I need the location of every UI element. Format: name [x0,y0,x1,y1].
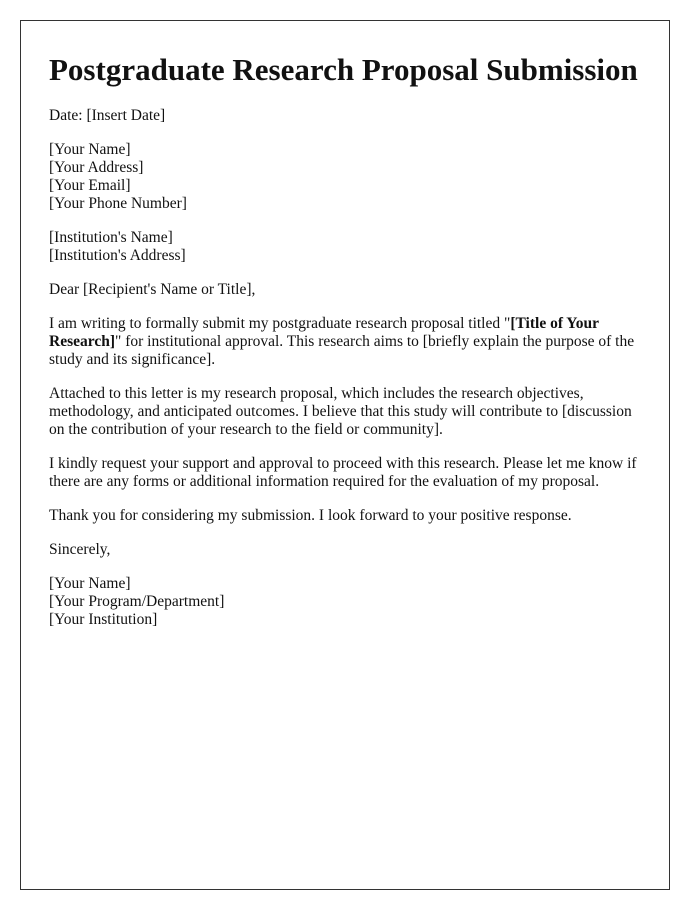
signature-name: [Your Name] [49,575,131,592]
research-title: [Title of Your Research] [49,315,599,350]
sender-email: [Your Email] [49,177,131,194]
paragraph-thanks: Thank you for considering my submission. I look forward to your positive response. [49,507,572,524]
paragraph-purpose-rest: " for institutional approval. This research aims to [briefly explain the purpose of the study and its significance]. [49,333,635,368]
paragraph-purpose-intro: I am writing to formally submit my postgraduate research proposal titled " [49,315,511,332]
signature-program: [Your Program/Department] [49,593,225,610]
signature-block [49,575,649,629]
document-title: Postgraduate Research Proposal Submission [49,52,638,87]
paragraph-purpose [49,315,649,369]
paragraph-attachment: Attached to this letter is my research proposal, which includes the research objectives, methodology, and anticipated outcomes. I believe that this study will contribute to [discussion on the contribution of your research to the field or community]. [49,385,632,438]
closing: Sincerely, [49,541,111,558]
sender-phone: [Your Phone Number] [49,195,187,212]
date-line: Date: [Insert Date] [49,107,166,124]
signature-institution: [Your Institution] [49,611,158,628]
institution-address: [Institution's Address] [49,247,186,264]
institution-name: [Institution's Name] [49,229,173,246]
sender-name: [Your Name] [49,141,131,158]
sender-block [49,141,649,213]
salutation: Dear [Recipient's Name or Title], [49,281,256,298]
letter-page [20,20,670,890]
sender-address: [Your Address] [49,159,144,176]
paragraph-request: I kindly request your support and approval to proceed with this research. Please let me know if there are any forms or additional information required for the evaluation of my proposal. [49,455,637,490]
recipient-block [49,229,649,265]
